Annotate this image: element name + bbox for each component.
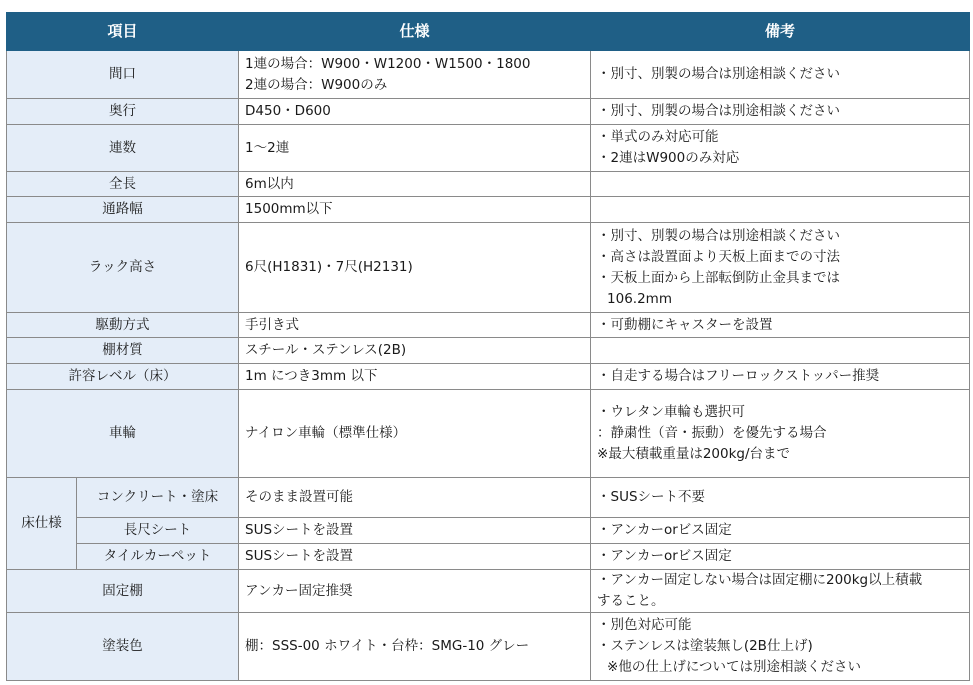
- note-cell: [591, 313, 970, 338]
- spec-cell: [239, 313, 591, 338]
- note-line: ：静粛性（音・振動）を優先する場合: [597, 425, 827, 441]
- note-line: ※他の仕上げについては別途相談ください: [607, 659, 862, 675]
- spec-line: 1500mm以下: [245, 201, 333, 217]
- item-cell: 塗装色: [7, 613, 239, 681]
- note-line: ・SUSシート不要: [597, 489, 706, 505]
- item-cell: ラック高さ: [7, 223, 239, 313]
- note-line: ・可動棚にキャスターを設置: [597, 316, 773, 333]
- spec-line: 6尺(H1831)・7尺(H2131): [245, 259, 413, 275]
- spec-cell: [239, 125, 591, 172]
- spec-line: ナイロン車輪（標準仕様）: [245, 425, 407, 441]
- spec-cell: [239, 99, 591, 125]
- row-floor-tile-carpet: [7, 544, 970, 570]
- note-line: ・高さは設置面より天板上面までの寸法: [597, 248, 841, 265]
- spec-cell: [239, 570, 591, 613]
- spec-cell: [239, 51, 591, 99]
- spec-line: 棚：SSS-00 ホワイト・台枠：SMG-10 グレー: [245, 638, 530, 654]
- spec-line: SUSシートを設置: [245, 522, 354, 538]
- spec-cell: [239, 613, 591, 681]
- spec-line: D450・D600: [245, 103, 331, 119]
- spec-cell: [239, 338, 591, 364]
- note-line: ・アンカー固定しない場合は固定棚に200kg以上積載: [597, 572, 923, 588]
- spec-cell: [239, 478, 591, 518]
- note-line: ・ステンレスは塗装無し(2B仕上げ): [597, 638, 813, 654]
- spec-line: 2連の場合：W900のみ: [245, 76, 388, 93]
- item-cell: コンクリート・塗床: [77, 478, 239, 518]
- item-cell: 棚材質: [7, 338, 239, 364]
- row-frontage: [7, 51, 970, 99]
- item-cell: タイルカーペット: [77, 544, 239, 570]
- note-line: ・アンカーorビス固定: [597, 548, 732, 564]
- note-line: ・別寸、別製の場合は別途相談ください: [597, 103, 841, 119]
- spec-cell: [239, 390, 591, 478]
- row-total-length: [7, 172, 970, 197]
- row-drive: [7, 313, 970, 338]
- note-cell: [591, 364, 970, 390]
- row-rack-height: [7, 223, 970, 313]
- note-cell: [591, 544, 970, 570]
- note-line: ・単式のみ対応可能: [597, 129, 719, 145]
- spec-line: 6m以内: [245, 175, 294, 192]
- spec-cell: [239, 197, 591, 223]
- row-count: [7, 125, 970, 172]
- note-cell: [591, 223, 970, 313]
- row-floor-level: [7, 364, 970, 390]
- note-cell: [591, 338, 970, 364]
- item-cell: 間口: [7, 51, 239, 99]
- note-line: ・アンカーorビス固定: [597, 522, 732, 538]
- spec-cell: [239, 544, 591, 570]
- spec-line: 1〜2連: [245, 139, 290, 156]
- spec-cell: [239, 223, 591, 313]
- item-cell: 全長: [7, 172, 239, 197]
- item-cell: 通路幅: [7, 197, 239, 223]
- spec-line: そのまま設置可能: [245, 489, 354, 505]
- row-wheels: [7, 390, 970, 478]
- spec-cell: [239, 518, 591, 544]
- row-aisle-width: [7, 197, 970, 223]
- row-floor-long-sheet: [7, 518, 970, 544]
- spec-line: アンカー固定推奨: [245, 582, 353, 599]
- spec-line: スチール・ステンレス(2B): [245, 342, 407, 358]
- row-paint-color: [7, 613, 970, 681]
- note-cell: [591, 613, 970, 681]
- note-cell: [591, 197, 970, 223]
- spec-line: 1m につき3mm 以下: [245, 368, 378, 384]
- note-cell: [591, 518, 970, 544]
- note-cell: [591, 125, 970, 172]
- spec-line: SUSシートを設置: [245, 548, 354, 564]
- note-cell: [591, 99, 970, 125]
- header-spec: 仕様: [239, 13, 591, 51]
- item-cell: 奥行: [7, 99, 239, 125]
- note-line: 106.2mm: [607, 290, 672, 307]
- item-cell: 車輪: [7, 390, 239, 478]
- note-line: ・ウレタン車輪も選択可: [597, 404, 745, 420]
- note-line: ・別色対応可能: [597, 617, 692, 633]
- item-cell: 許容レベル（床）: [7, 364, 239, 390]
- spec-cell: [239, 172, 591, 197]
- header-note: 備考: [591, 13, 970, 51]
- spec-table: [6, 12, 970, 681]
- note-line: ・2連はW900のみ対応: [597, 150, 740, 166]
- header-row: [7, 13, 970, 51]
- note-cell: [591, 390, 970, 478]
- note-line: ・自走する場合はフリーロックストッパー推奨: [597, 368, 880, 384]
- note-line: ・別寸、別製の場合は別途相談ください: [597, 66, 841, 82]
- note-cell: [591, 172, 970, 197]
- floor-group-label: 床仕様: [7, 478, 77, 570]
- spec-cell: [239, 364, 591, 390]
- note-line: ・別寸、別製の場合は別途相談ください: [597, 227, 841, 244]
- row-material: [7, 338, 970, 364]
- note-cell: [591, 478, 970, 518]
- item-cell: 長尺シート: [77, 518, 239, 544]
- note-cell: [591, 51, 970, 99]
- row-depth: [7, 99, 970, 125]
- note-line: すること。: [597, 593, 665, 609]
- note-cell: [591, 570, 970, 613]
- spec-line: 1連の場合：W900・W1200・W1500・1800: [245, 55, 531, 72]
- item-cell: 連数: [7, 125, 239, 172]
- header-item: 項目: [7, 13, 239, 51]
- row-fixed-shelf: [7, 570, 970, 613]
- item-cell: 駆動方式: [7, 313, 239, 338]
- note-line: ※最大積載重量は200kg/台まで: [597, 446, 791, 462]
- note-line: ・天板上面から上部転倒防止金具までは: [597, 269, 841, 286]
- row-floor-concrete: [7, 478, 970, 518]
- item-cell: 固定棚: [7, 570, 239, 613]
- spec-line: 手引き式: [245, 316, 300, 333]
